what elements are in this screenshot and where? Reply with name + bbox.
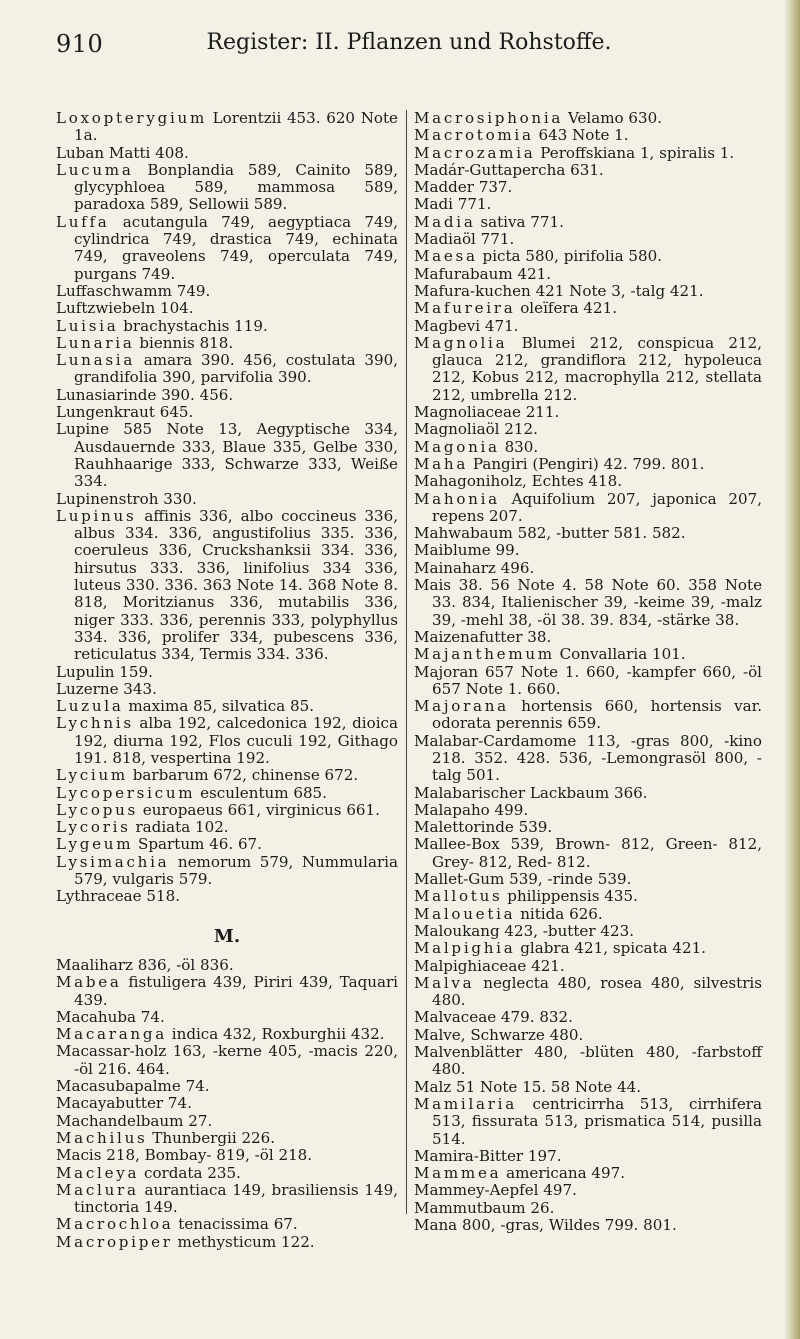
entry-headword: Lunaria: [56, 333, 135, 352]
index-entry: [414, 473, 762, 490]
index-entry: [414, 1009, 762, 1026]
entry-headword: Luffa: [56, 212, 110, 231]
entry-text: Mafura-kuchen 421 Note 3, -talg 421.: [414, 281, 704, 300]
index-entry: [56, 1009, 398, 1026]
entry-text: Mallee-Box 539, Brown- 812, Green- 812, Grey- 812, Red- 812.: [414, 835, 762, 871]
entry-headword: Luisia: [56, 316, 119, 335]
entry-text: Spartum 46. 67.: [133, 835, 262, 854]
entry-text: americana 497.: [501, 1164, 625, 1183]
entry-text: Mammutbaum 26.: [414, 1198, 555, 1217]
index-entry: [56, 854, 398, 889]
index-entry: [56, 1182, 398, 1217]
index-entry: [414, 439, 762, 456]
index-entry: [56, 785, 398, 802]
index-entry: [414, 577, 762, 629]
entry-text: nemorum 579, Nummularia 579, vulgaris 579.: [74, 852, 398, 889]
entry-headword: Macrochloa: [56, 1215, 174, 1234]
entry-text: Lunasiarinde 390. 456.: [56, 385, 234, 404]
entry-headword: Mammea: [414, 1164, 502, 1183]
index-entry: [56, 767, 398, 784]
entry-text: Malve, Schwarze 480.: [414, 1025, 584, 1044]
entry-headword: Maesa: [414, 247, 478, 266]
entry-text: cordata 235.: [139, 1163, 241, 1182]
entry-text: Maaliharz 836, -öl 836.: [56, 955, 234, 974]
entry-text: indica 432, Roxburghii 432.: [166, 1025, 385, 1044]
index-entry: [56, 1165, 398, 1182]
index-entry: [414, 802, 762, 819]
entry-text: Maizenafutter 38.: [414, 627, 552, 646]
index-entry: [56, 1095, 398, 1112]
entry-text: Macassar-holz 163, -kerne 405, -macis 220, -öl 216. 464.: [56, 1042, 398, 1078]
index-entry: [414, 646, 762, 663]
index-entry: [414, 906, 762, 923]
index-entry: [56, 1147, 398, 1164]
index-entry: [414, 266, 762, 283]
entry-headword: Mabea: [56, 973, 122, 992]
index-entry: [414, 283, 762, 300]
running-head: Register: II. Pflanzen und Rohstoffe.: [206, 30, 612, 55]
entry-headword: Malouetia: [414, 904, 516, 923]
index-entry: [414, 940, 762, 957]
entry-headword: Mallotus: [414, 887, 503, 906]
index-entry: [56, 698, 398, 715]
index-entry: [56, 681, 398, 698]
entry-text: oleïfera 421.: [515, 299, 618, 318]
entry-text: Mallet-Gum 539, -rinde 539.: [414, 870, 632, 889]
entry-text: Maloukang 423, -butter 423.: [414, 921, 634, 940]
entry-text: Malpighiaceae 421.: [414, 956, 565, 975]
index-entry: [56, 1216, 398, 1233]
index-entry: [414, 318, 762, 335]
index-entry: [414, 248, 762, 265]
index-entry: [414, 491, 762, 526]
entry-headword: Lupinus: [56, 506, 137, 525]
entry-text: Lythraceae 518.: [56, 887, 181, 906]
entry-text: Malvaceae 479. 832.: [414, 1008, 573, 1027]
index-entry: [56, 491, 398, 508]
entry-text: Magbevi 471.: [414, 316, 519, 335]
entry-text: Macasubapalme 74.: [56, 1077, 210, 1096]
entry-text: philippensis 435.: [502, 887, 638, 906]
index-entry: [414, 162, 762, 179]
index-entry: [414, 127, 762, 144]
index-entry: [56, 836, 398, 853]
entry-headword: Macaranga: [56, 1025, 167, 1044]
entry-headword: Lucuma: [56, 160, 134, 179]
entry-text: Malabarischer Lackbaum 366.: [414, 783, 648, 802]
entry-text: Mamira-Bitter 197.: [414, 1146, 562, 1165]
index-entry: [56, 888, 398, 905]
entry-headword: Macrosiphonia: [414, 109, 564, 127]
right-column: [414, 110, 762, 1234]
entry-headword: Lycopus: [56, 800, 138, 819]
index-entry: [56, 283, 398, 300]
entry-text: affinis 336, albo coccineus 336, albus 334. 336, angustifolius 335. 336, coeruleus 336, Cruckshanksii 334. 336, hirsutus 333. 336, linifolius 334 336, luteus 330. 336. 363 Note 14. 368 Note 8. 818, Moritzianus 336, mutabilis 336, niger 333. 336, perennis 333, polyphyllus 334. 336, prolifer 334, pubescens 336, reticulatus 334, Termis 334. 336.: [74, 506, 398, 664]
index-entry: [56, 1043, 398, 1078]
entry-text: centricirrha 513, cirrhifera 513, fissurata 513, prismatica 514, pusilla 514.: [432, 1094, 762, 1148]
page-number: 910: [56, 30, 104, 58]
entry-text: Lupine 585 Note 13, Aegyptische 334, Ausdauernde 333, Blaue 335, Gelbe 330, Rauhhaarige 333, Schwarze 333, Weiße 334.: [56, 420, 398, 491]
index-entry: [414, 836, 762, 871]
entry-text: Magnoliaöl 212.: [414, 420, 538, 439]
entry-text: maxima 85, silvatica 85.: [123, 697, 314, 716]
index-entry: [414, 1217, 762, 1234]
entry-text: Luzerne 343.: [56, 679, 157, 698]
index-entry: [414, 629, 762, 646]
index-entry: [56, 318, 398, 335]
entry-text: Machandelbaum 27.: [56, 1111, 213, 1130]
entry-text: Macis 218, Bombay- 819, -öl 218.: [56, 1146, 313, 1165]
index-entry: [414, 958, 762, 975]
entry-text: fistuligera 439, Piriri 439, Taquari 439.: [74, 973, 398, 1009]
entry-headword: Mafureira: [414, 299, 516, 318]
entry-headword: Madia: [414, 212, 476, 231]
index-entry: [56, 1078, 398, 1095]
entry-text: Velamo 630.: [563, 109, 663, 127]
entry-text: Malettorinde 539.: [414, 818, 553, 837]
index-entry: [414, 785, 762, 802]
index-entry: [414, 733, 762, 785]
entry-text: Mahagoniholz, Echtes 418.: [414, 472, 622, 491]
entry-text: 643 Note 1.: [533, 126, 629, 145]
index-entry: [56, 335, 398, 352]
entry-text: Aquifolium 207, japonica 207, repens 207.: [432, 489, 762, 525]
index-entry: [56, 664, 398, 681]
index-entry: [56, 352, 398, 387]
entry-text: Mainaharz 496.: [414, 558, 535, 577]
entry-text: barbarum 672, chinense 672.: [127, 766, 359, 785]
entry-text: Thunbergii 226.: [147, 1128, 276, 1147]
index-entry: [414, 819, 762, 836]
entry-text: Mana 800, -gras, Wildes 799. 801.: [414, 1216, 677, 1234]
entry-text: Lungenkraut 645.: [56, 403, 194, 422]
entry-headword: Magonia: [414, 437, 500, 456]
entry-headword: Lunasia: [56, 351, 136, 370]
entry-text: brachystachis 119.: [118, 316, 268, 335]
index-entry: [56, 1130, 398, 1147]
index-entry: [56, 1113, 398, 1130]
index-entry: [414, 542, 762, 559]
entry-text: radiata 102.: [130, 818, 229, 837]
page-header: [56, 30, 762, 70]
index-entry: [56, 387, 398, 404]
index-entry: [414, 1200, 762, 1217]
index-entry: [56, 802, 398, 819]
index-entry: [56, 974, 398, 1009]
index-entry: [414, 975, 762, 1010]
entry-text: Magnoliaceae 211.: [414, 403, 560, 422]
index-entry: [414, 923, 762, 940]
entry-headword: Maclura: [56, 1180, 139, 1199]
index-entry: [56, 110, 398, 145]
entry-text: Macayabutter 74.: [56, 1094, 192, 1113]
index-entry: [414, 664, 762, 699]
index-entry: [414, 1148, 762, 1165]
index-entry: [56, 508, 398, 664]
entry-text: esculentum 685.: [195, 783, 327, 802]
entry-headword: Magnolia: [414, 333, 508, 352]
entry-headword: Lycium: [56, 766, 128, 785]
entry-text: Blumei 212, conspicua 212, glauca 212, grandiflora 212, hypoleuca 212, Kobus 212, macrophylla 212, stellata 212, umbrella 212.: [432, 333, 762, 404]
entry-text: picta 580, pirifolia 580.: [477, 247, 663, 266]
entry-text: Convallaria 101.: [554, 645, 686, 664]
entry-text: tenacissima 67.: [173, 1215, 298, 1234]
index-entry: [56, 404, 398, 421]
index-entry: [414, 1044, 762, 1079]
index-entry: [414, 1096, 762, 1148]
entry-headword: Malpighia: [414, 939, 516, 958]
section-letter: M.: [213, 925, 241, 947]
index-entry: [56, 300, 398, 317]
entry-text: glabra 421, spicata 421.: [515, 939, 706, 958]
entry-text: Lorentzii 453. 620 Note 1a.: [74, 109, 398, 145]
entry-text: Bonplandia 589, Cainito 589, glycyphloea 589, mammosa 589, paradoxa 589, Sellowii 589.: [74, 160, 398, 214]
entry-text: nitida 626.: [515, 904, 603, 923]
entry-headword: Machilus: [56, 1128, 148, 1147]
index-entry: [414, 214, 762, 231]
entry-text: Madár-Guttapercha 631.: [414, 160, 604, 179]
entry-text: 830.: [499, 437, 539, 456]
index-entry: [414, 1027, 762, 1044]
index-entry: [414, 1165, 762, 1182]
index-entry: [414, 871, 762, 888]
entry-headword: Lychnis: [56, 714, 134, 733]
entry-text: Luftzwiebeln 104.: [56, 299, 194, 318]
index-entry: [414, 231, 762, 248]
index-entry: [414, 145, 762, 162]
entry-headword: Macrotomia: [414, 126, 534, 145]
entry-text: alba 192, calcedonica 192, dioica 192, diurna 192, Flos cuculi 192, Githago 191. 818, vespertina 192.: [74, 714, 398, 767]
entry-headword: Malva: [414, 973, 475, 992]
entry-text: hortensis 660, hortensis var. odorata perennis 659.: [432, 697, 762, 733]
entry-headword: Lygeum: [56, 835, 134, 854]
entry-headword: Luzula: [56, 697, 124, 716]
entry-headword: Mamilaria: [414, 1094, 517, 1113]
index-entry: [414, 421, 762, 438]
entry-text: europaeus 661, virginicus 661.: [137, 800, 380, 819]
entry-headword: Lycoris: [56, 818, 131, 837]
entry-text: acutangula 749, aegyptiaca 749, cylindrica 749, drastica 749, echinata 749, graveolens 749, operculata 749, purgans 749.: [74, 212, 398, 283]
entry-text: neglecta 480, rosea 480, silvestris 480.: [432, 973, 762, 1010]
entry-text: methysticum 122.: [172, 1232, 315, 1251]
index-entry: [56, 1234, 398, 1251]
entry-text: Mammey-Aepfel 497.: [414, 1181, 577, 1200]
entry-headword: Majanthemum: [414, 645, 555, 664]
index-entry: [414, 110, 762, 127]
index-entry: [56, 819, 398, 836]
entry-text: Luban Matti 408.: [56, 143, 189, 162]
index-entry: [414, 404, 762, 421]
entry-text: Macahuba 74.: [56, 1007, 165, 1026]
index-entry: [56, 957, 398, 974]
index-entry: [56, 1026, 398, 1043]
index-entry: [414, 1182, 762, 1199]
index-entry: [414, 888, 762, 905]
entry-text: aurantiaca 149, brasiliensis 149, tinctoria 149.: [74, 1180, 398, 1217]
index-entry: [56, 145, 398, 162]
entry-headword: Majorana: [414, 697, 509, 716]
entry-text: Madder 737.: [414, 178, 513, 197]
entry-headword: Macropiper: [56, 1232, 173, 1251]
entry-headword: Loxopterygium: [56, 109, 207, 127]
entry-text: biennis 818.: [134, 333, 234, 352]
index-entry: [414, 196, 762, 213]
page-edge: [784, 0, 800, 1339]
entry-text: Malz 51 Note 15. 58 Note 44.: [414, 1077, 642, 1096]
entry-text: Madiaöl 771.: [414, 230, 515, 249]
entry-text: sativa 771.: [475, 212, 564, 231]
entry-text: Lupulin 159.: [56, 662, 153, 681]
left-column: [56, 110, 398, 1251]
entry-text: Mafurabaum 421.: [414, 264, 552, 283]
entry-text: Majoran 657 Note 1. 660, -kampfer 660, -öl 657 Note 1. 660.: [414, 662, 762, 698]
entry-text: Malabar-Cardamome 113, -gras 800, -kino 218. 352. 428. 536, -Lemongrasöl 800, -talg 501.: [414, 731, 762, 785]
index-entry: [414, 525, 762, 542]
entry-text: Luffaschwamm 749.: [56, 281, 211, 300]
entry-text: Peroffskiana 1, spiralis 1.: [535, 143, 735, 162]
entry-text: Lupinenstroh 330.: [56, 489, 197, 508]
index-entry: [414, 560, 762, 577]
entry-text: Pangiri (Pengiri) 42. 799. 801.: [468, 454, 705, 473]
entry-text: Mahwabaum 582, -butter 581. 582.: [414, 524, 686, 543]
entry-text: Malvenblätter 480, -blüten 480, -farbstoff 480.: [414, 1043, 762, 1079]
index-entry: [56, 214, 398, 283]
index-entry: [414, 300, 762, 317]
entry-text: amara 390. 456, costulata 390, grandifolia 390, parvifolia 390.: [74, 351, 398, 387]
entry-text: Madi 771.: [414, 195, 492, 214]
entry-text: Malapaho 499.: [414, 800, 529, 819]
index-entry: [414, 179, 762, 196]
index-entry: [56, 162, 398, 214]
index-entry: [414, 698, 762, 733]
column-divider: [406, 110, 407, 1214]
entry-headword: Macrozamia: [414, 143, 536, 162]
entry-headword: Macleya: [56, 1163, 140, 1182]
entry-headword: Mahonia: [414, 489, 500, 508]
index-entry: [414, 335, 762, 404]
entry-headword: Lysimachia: [56, 852, 170, 871]
entry-text: Maiblume 99.: [414, 541, 520, 560]
index-entry: [414, 456, 762, 473]
entry-headword: Lycopersicum: [56, 783, 196, 802]
entry-headword: Maha: [414, 454, 469, 473]
index-entry: [56, 715, 398, 767]
entry-text: Mais 38. 56 Note 4. 58 Note 60. 358 Note 33. 834, Italienischer 39, -keime 39, -malz 39, -mehl 38, -öl 38. 39. 834, -stärke 38.: [414, 576, 762, 629]
index-entry: [56, 421, 398, 490]
index-entry: [414, 1079, 762, 1096]
